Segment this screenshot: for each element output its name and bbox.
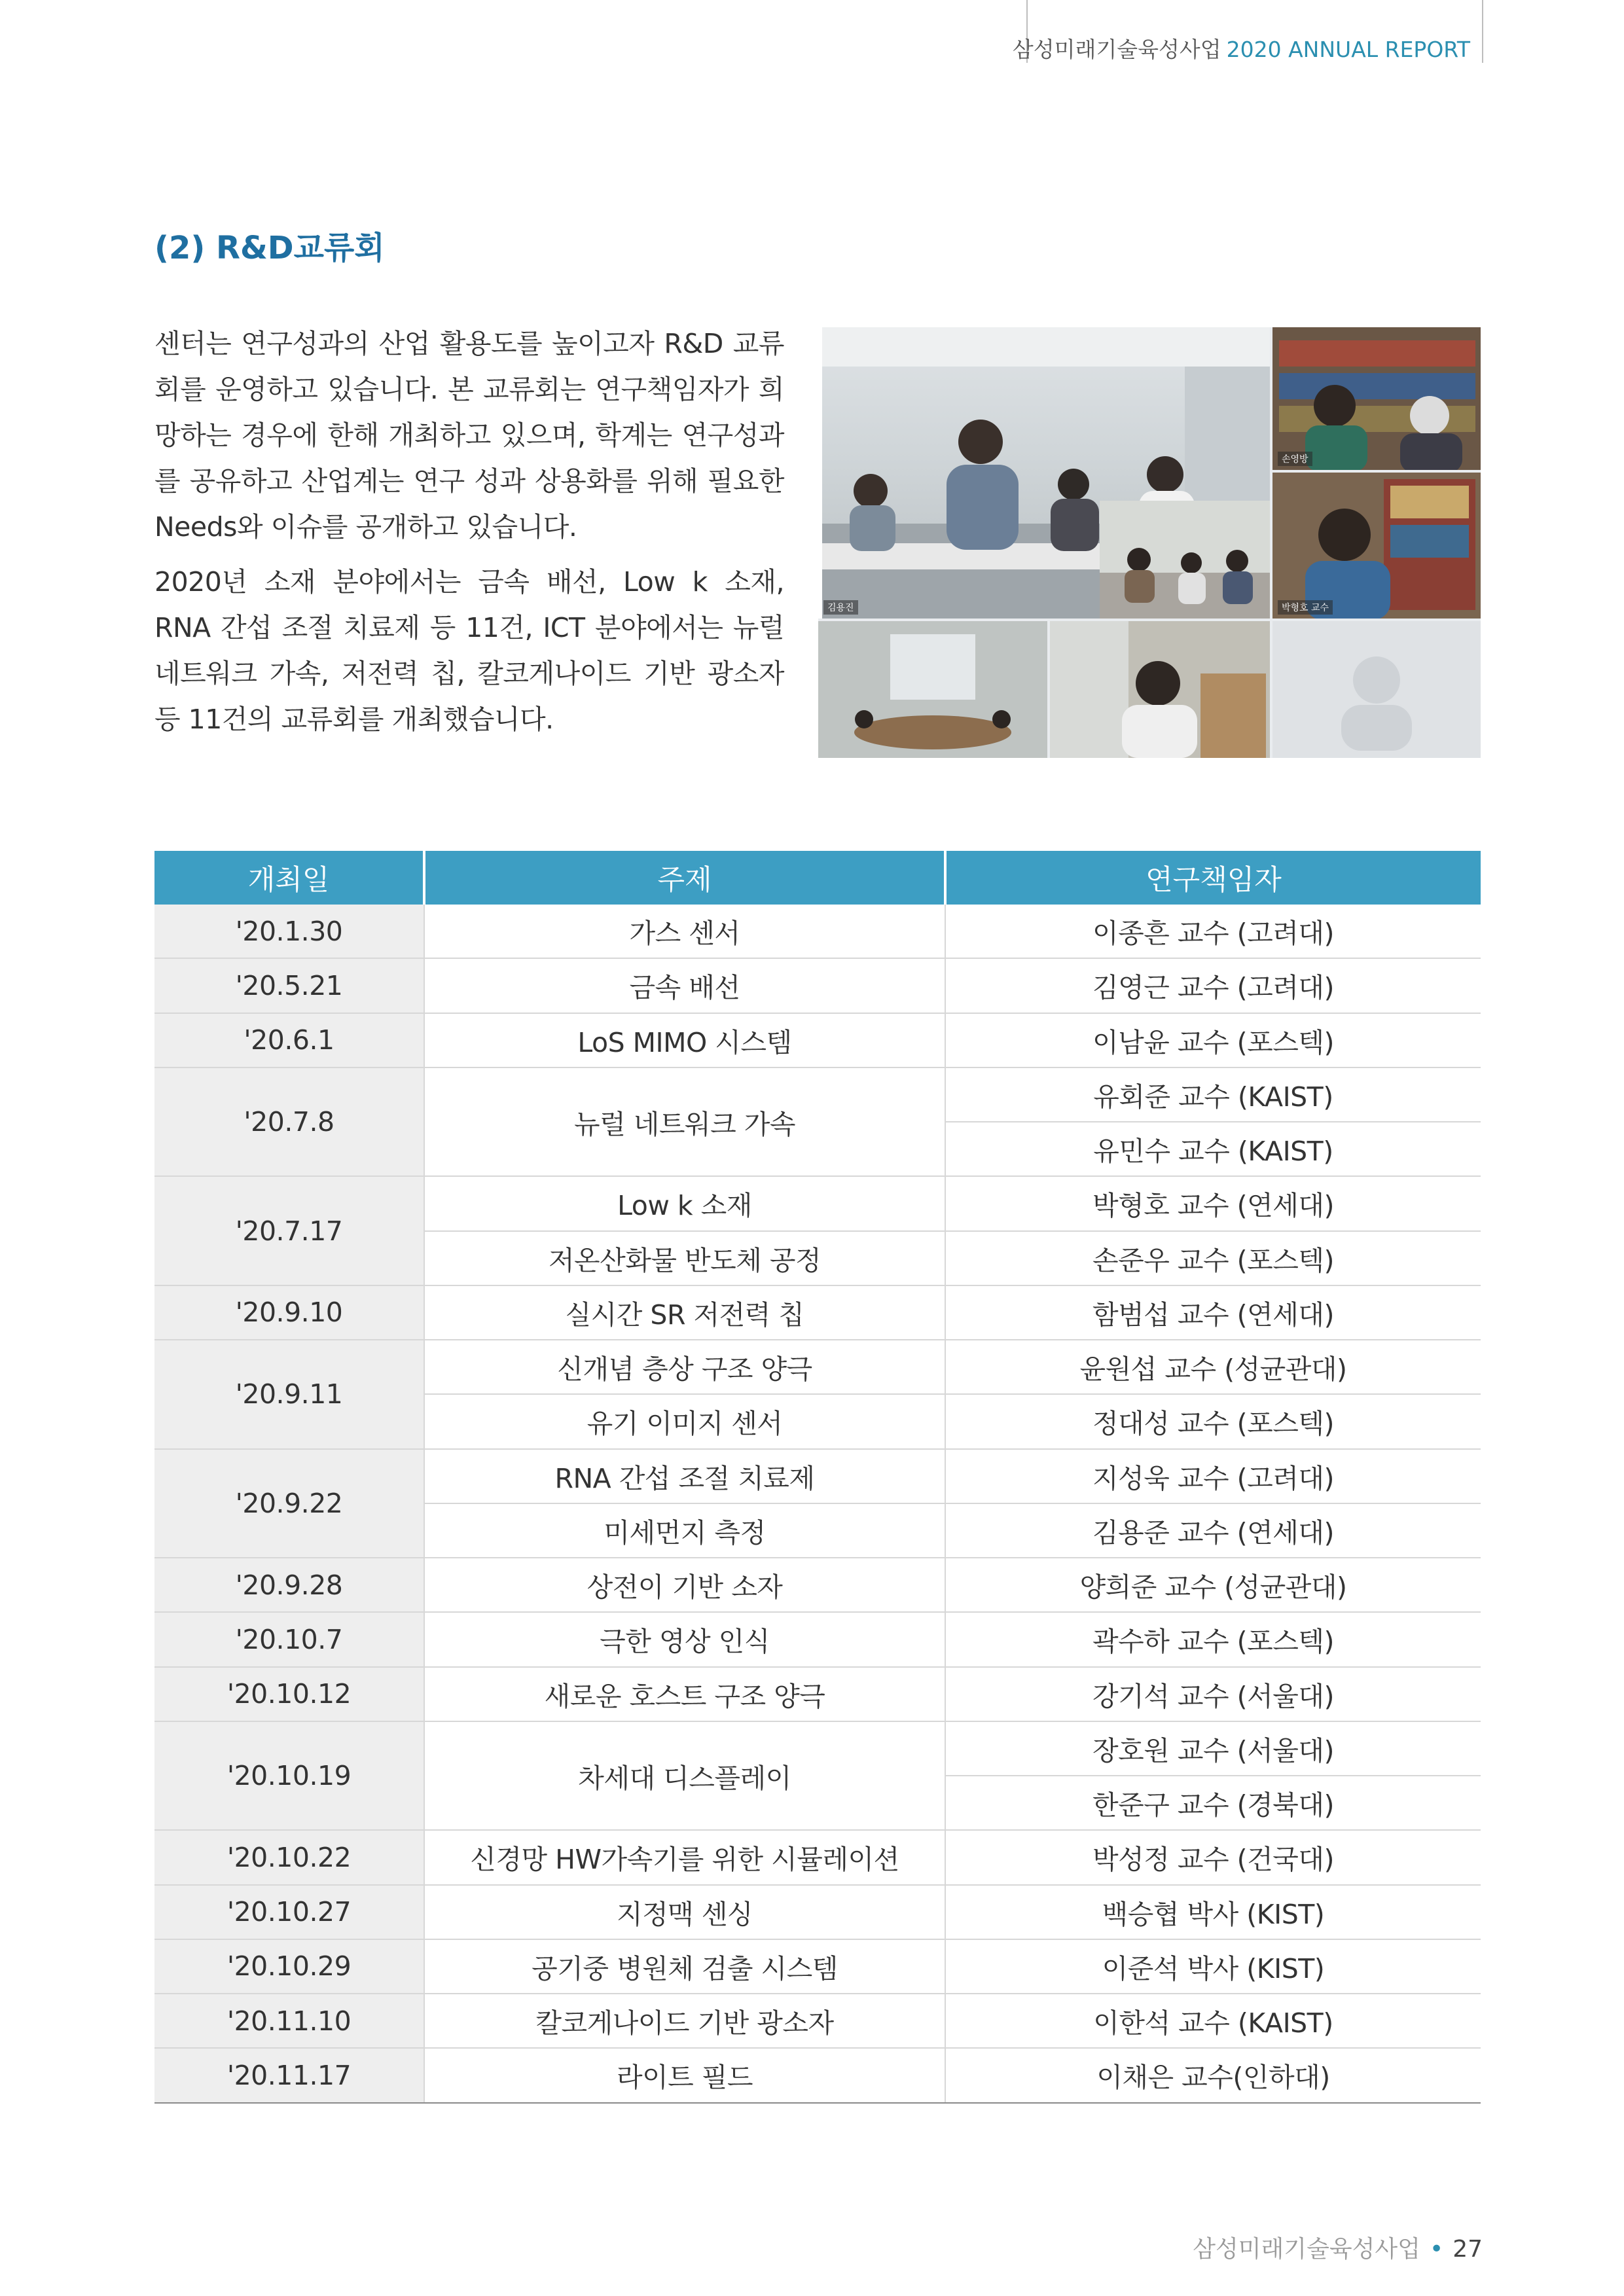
cell-researcher: 박형호 교수 (연세대) xyxy=(945,1176,1481,1230)
cell-topic: 가스 센서 xyxy=(424,905,945,958)
cell-researcher: 한준구 교수 (경북대) xyxy=(945,1776,1481,1830)
cell-topic: 저온산화물 반도체 공정 xyxy=(424,1231,945,1285)
header-report-title: 2020 ANNUAL REPORT xyxy=(1226,37,1470,62)
table-row xyxy=(154,1067,1481,1122)
section-title: (2) R&D교류회 xyxy=(154,230,385,266)
photo-tile-man-with-books xyxy=(1050,621,1270,758)
cell-topic: 신개념 층상 구조 양극 xyxy=(424,1340,945,1394)
table-row xyxy=(154,2048,1481,2102)
cell-topic: 지정맥 센싱 xyxy=(424,1885,945,1939)
table-row xyxy=(154,1667,1481,1721)
cell-researcher: 백승협 박사 (KIST) xyxy=(945,1885,1481,1939)
paragraph-2020-summary: 2020년 소재 분야에서는 금속 배선, Low k 소재, RNA 간섭 조절 치료제 등 11건, ICT 분야에서는 뉴럴 네트워크 가속, 저전력 칩, 칼코게나이드 기반 광소자 등 11건의 교류회를 개최했습니다. xyxy=(154,566,784,735)
column-header-topic: 주제 xyxy=(424,851,945,905)
photo-name-tag-2: 손영방 xyxy=(1278,452,1312,466)
cell-researcher: 박성정 교수 (건국대) xyxy=(945,1830,1481,1884)
cell-topic: RNA 간섭 조절 치료제 xyxy=(424,1449,945,1503)
cell-researcher: 지성욱 교수 (고려대) xyxy=(945,1449,1481,1503)
table-row xyxy=(154,1449,1481,1503)
table-row xyxy=(154,1721,1481,1776)
cell-topic: 라이트 필드 xyxy=(424,2048,945,2102)
cell-topic: Low k 소재 xyxy=(424,1176,945,1230)
cell-researcher: 김용준 교수 (연세대) xyxy=(945,1503,1481,1558)
page-footer xyxy=(1193,2231,1483,2264)
cell-researcher: 이남윤 교수 (포스텍) xyxy=(945,1013,1481,1067)
table-row xyxy=(154,1558,1481,1612)
cell-date: '20.9.11 xyxy=(154,1340,424,1449)
page-header xyxy=(1012,0,1483,63)
photo-name-tag-3: 박형호 교수 xyxy=(1278,600,1333,615)
cell-date: '20.9.10 xyxy=(154,1285,424,1340)
cell-topic: 상전이 기반 소자 xyxy=(424,1558,945,1612)
table-row xyxy=(154,1612,1481,1666)
cell-topic: 금속 배선 xyxy=(424,958,945,1013)
footer-separator-dot: • xyxy=(1429,2236,1444,2263)
cell-date: '20.7.17 xyxy=(154,1176,424,1285)
table-row xyxy=(154,1885,1481,1939)
exchange-meeting-table xyxy=(154,851,1481,2104)
table-row xyxy=(154,1176,1481,1230)
photo-tile-bookshelf-top xyxy=(1272,327,1481,470)
photo-tile-empty xyxy=(1272,621,1481,758)
cell-topic: 신경망 HW가속기를 위한 시뮬레이션 xyxy=(424,1830,945,1884)
cell-researcher: 정대성 교수 (포스텍) xyxy=(945,1394,1481,1448)
table-row xyxy=(154,905,1481,958)
cell-topic: 차세대 디스플레이 xyxy=(424,1721,945,1831)
footer-org: 삼성미래기술육성사업 xyxy=(1193,2236,1420,2263)
cell-topic: 미세먼지 측정 xyxy=(424,1503,945,1558)
table-row xyxy=(154,1939,1481,1994)
cell-date: '20.11.10 xyxy=(154,1994,424,2048)
table-row xyxy=(154,958,1481,1013)
photo-name-tag-1: 김용진 xyxy=(823,600,858,615)
photo-tile-office xyxy=(1100,501,1270,619)
cell-topic: LoS MIMO 시스템 xyxy=(424,1013,945,1067)
header-text xyxy=(1013,33,1470,63)
cell-date: '20.10.27 xyxy=(154,1885,424,1939)
column-header-researcher: 연구책임자 xyxy=(945,851,1481,905)
body-text xyxy=(154,321,784,751)
cell-date: '20.9.22 xyxy=(154,1449,424,1558)
cell-topic: 뉴럴 네트워크 가속 xyxy=(424,1067,945,1177)
cell-researcher: 이한석 교수 (KAIST) xyxy=(945,1994,1481,2048)
cell-date: '20.11.17 xyxy=(154,2048,424,2102)
cell-date: '20.1.30 xyxy=(154,905,424,958)
cell-topic: 극한 영상 인식 xyxy=(424,1612,945,1666)
cell-date: '20.10.12 xyxy=(154,1667,424,1721)
column-header-date: 개최일 xyxy=(154,851,424,905)
page-number: 27 xyxy=(1453,2236,1483,2263)
cell-researcher: 김영근 교수 (고려대) xyxy=(945,958,1481,1013)
cell-researcher: 이종흔 교수 (고려대) xyxy=(945,905,1481,958)
cell-researcher: 강기석 교수 (서울대) xyxy=(945,1667,1481,1721)
cell-topic: 유기 이미지 센서 xyxy=(424,1394,945,1448)
cell-date: '20.10.29 xyxy=(154,1939,424,1994)
table-row xyxy=(154,1830,1481,1884)
cell-date: '20.10.19 xyxy=(154,1721,424,1831)
cell-researcher: 유민수 교수 (KAIST) xyxy=(945,1122,1481,1176)
cell-topic: 실시간 SR 저전력 칩 xyxy=(424,1285,945,1340)
header-org: 삼성미래기술육성사업 xyxy=(1012,37,1221,62)
table-header-row xyxy=(154,851,1481,905)
cell-researcher: 장호원 교수 (서울대) xyxy=(945,1721,1481,1776)
video-conference-photo xyxy=(818,327,1481,758)
cell-researcher: 양희준 교수 (성균관대) xyxy=(945,1558,1481,1612)
cell-researcher: 곽수하 교수 (포스텍) xyxy=(945,1612,1481,1666)
cell-date: '20.10.7 xyxy=(154,1612,424,1666)
cell-date: '20.10.22 xyxy=(154,1830,424,1884)
cell-researcher: 이준석 박사 (KIST) xyxy=(945,1939,1481,1994)
photo-tile-conference-room xyxy=(818,621,1047,758)
photo-tile-professor xyxy=(1272,473,1481,619)
table-row xyxy=(154,1340,1481,1394)
cell-researcher: 유회준 교수 (KAIST) xyxy=(945,1067,1481,1122)
cell-researcher: 윤원섭 교수 (성균관대) xyxy=(945,1340,1481,1394)
cell-date: '20.9.28 xyxy=(154,1558,424,1612)
table-row xyxy=(154,1285,1481,1340)
paragraph-intro: 센터는 연구성과의 산업 활용도를 높이고자 R&D 교류회를 운영하고 있습니다. 본 교류회는 연구책임자가 희망하는 경우에 한해 개최하고 있으며, 학계는 연구성과를 공유하고 산업계는 연구 성과 상용화를 위해 필요한 Needs와 이슈를 공개하고 있습니다. xyxy=(154,328,784,543)
cell-date: '20.5.21 xyxy=(154,958,424,1013)
cell-researcher: 손준우 교수 (포스텍) xyxy=(945,1231,1481,1285)
cell-topic: 공기중 병원체 검출 시스템 xyxy=(424,1939,945,1994)
cell-researcher: 함범섭 교수 (연세대) xyxy=(945,1285,1481,1340)
cell-date: '20.7.8 xyxy=(154,1067,424,1177)
cell-date: '20.6.1 xyxy=(154,1013,424,1067)
cell-topic: 새로운 호스트 구조 양극 xyxy=(424,1667,945,1721)
table-row xyxy=(154,1994,1481,2048)
cell-topic: 칼코게나이드 기반 광소자 xyxy=(424,1994,945,2048)
cell-researcher: 이채은 교수(인하대) xyxy=(945,2048,1481,2102)
table-row xyxy=(154,1013,1481,1067)
